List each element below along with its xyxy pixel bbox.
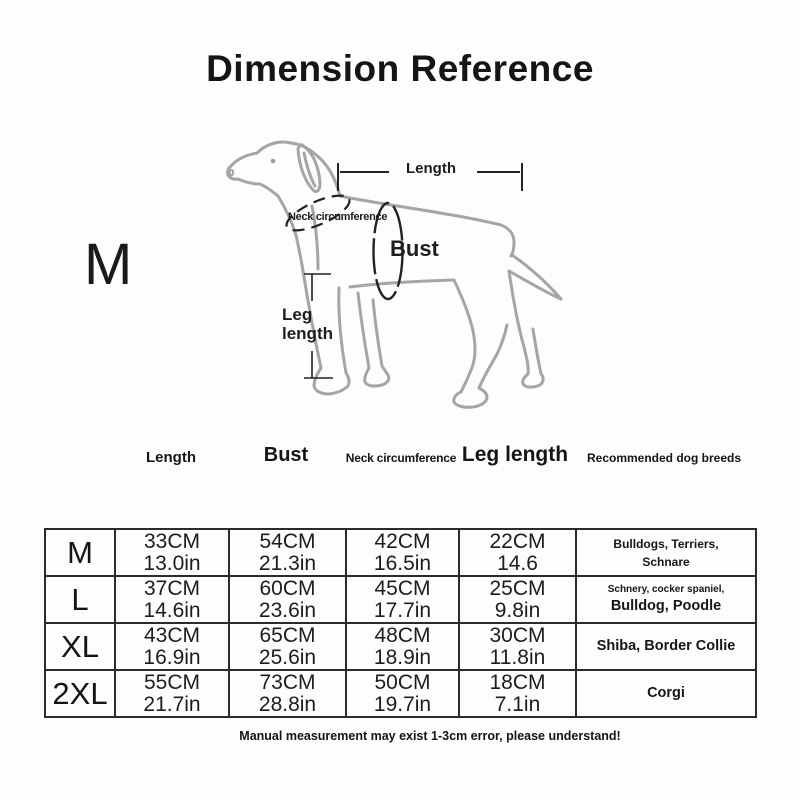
length-label: Length [406, 160, 456, 177]
breed-line: Shiba, Border Collie [596, 638, 736, 654]
breed-line: Schnery, cocker spaniel, [607, 584, 725, 595]
cm-value: 43CM [143, 623, 201, 647]
table-row-l [45, 576, 756, 623]
neck-cell [346, 670, 459, 717]
breeds-cell [576, 529, 756, 576]
leg-cell [459, 529, 576, 576]
in-value: 14.6 [497, 551, 538, 575]
cm-value: 45CM [374, 576, 431, 600]
measurement-marks [282, 163, 522, 378]
selected-size-label: M [84, 232, 133, 297]
cm-value: 48CM [374, 623, 431, 647]
cm-value: 54CM [259, 529, 316, 553]
leg-label-line2: length [282, 323, 333, 343]
breeds-cell [576, 623, 756, 670]
in-value: 14.6in [143, 598, 201, 622]
in-value: 18.9in [373, 645, 432, 669]
bust-cell [229, 670, 346, 717]
measurement-disclaimer: Manual measurement may exist 1-3cm error, please understand! [239, 729, 621, 743]
cm-value: 30CM [489, 623, 546, 647]
neck-cell [346, 576, 459, 623]
in-value: 21.3in [258, 551, 317, 575]
size-cell: M [45, 529, 115, 576]
column-header-recommended-breeds: Recommended dog breeds [586, 451, 742, 465]
neck-cell [346, 529, 459, 576]
column-header-neck-circumference: Neck circumference [345, 451, 457, 465]
in-value: 16.9in [143, 645, 201, 669]
dog-outline [228, 142, 561, 407]
length-cell [115, 529, 229, 576]
table-row-2xl [45, 670, 756, 717]
cm-value: 37CM [143, 576, 201, 600]
neck-cell [346, 623, 459, 670]
column-header-length: Length [146, 449, 196, 466]
cm-value: 22CM [489, 529, 546, 553]
neck-circumference-label: Neck circumference [288, 211, 388, 223]
table-row-xl [45, 623, 756, 670]
length-cell [115, 670, 229, 717]
dog-measurement-diagram [200, 130, 600, 440]
table-row-m [45, 529, 756, 576]
in-value: 21.7in [143, 692, 201, 716]
page-title: Dimension Reference [206, 48, 594, 89]
breed-line: Bulldog, Poodle [610, 598, 722, 614]
breeds-cell [576, 576, 756, 623]
cm-value: 60CM [259, 576, 316, 600]
column-header-bust: Bust [263, 444, 309, 466]
in-value: 13.0in [143, 551, 201, 575]
in-value: 16.5in [373, 551, 432, 575]
cm-value: 25CM [489, 576, 546, 600]
size-cell: L [45, 576, 115, 623]
cm-value: 65CM [259, 623, 316, 647]
in-value: 7.1in [494, 692, 541, 716]
cm-value: 18CM [489, 670, 546, 694]
dog-eye [271, 159, 276, 164]
in-value: 23.6in [258, 598, 317, 622]
size-table [44, 528, 757, 718]
cm-value: 33CM [143, 529, 201, 553]
in-value: 28.8in [258, 692, 317, 716]
cm-value: 73CM [259, 670, 316, 694]
bust-cell [229, 576, 346, 623]
bust-cell [229, 529, 346, 576]
length-cell [115, 623, 229, 670]
column-header-leg-length: Leg length [461, 443, 569, 466]
size-cell: XL [45, 623, 115, 670]
in-value: 19.7in [373, 692, 432, 716]
breeds-cell [576, 670, 756, 717]
in-value: 25.6in [258, 645, 317, 669]
size-cell: 2XL [45, 670, 115, 717]
length-cell [115, 576, 229, 623]
leg-cell [459, 623, 576, 670]
breed-line: Bulldogs, Terriers, [613, 536, 719, 551]
in-value: 11.8in [489, 645, 546, 669]
in-value: 17.7in [373, 598, 432, 622]
bust-cell [229, 623, 346, 670]
leg-length-label [282, 306, 333, 343]
cm-value: 50CM [374, 670, 431, 694]
in-value: 9.8in [494, 598, 541, 622]
leg-cell [459, 670, 576, 717]
bust-label: Bust [390, 236, 439, 261]
breed-line: Schnare [642, 554, 690, 569]
leg-label-line1: Leg [282, 305, 313, 324]
breed-line: Corgi [647, 685, 685, 701]
leg-cell [459, 576, 576, 623]
cm-value: 55CM [143, 670, 201, 694]
cm-value: 42CM [374, 529, 431, 553]
